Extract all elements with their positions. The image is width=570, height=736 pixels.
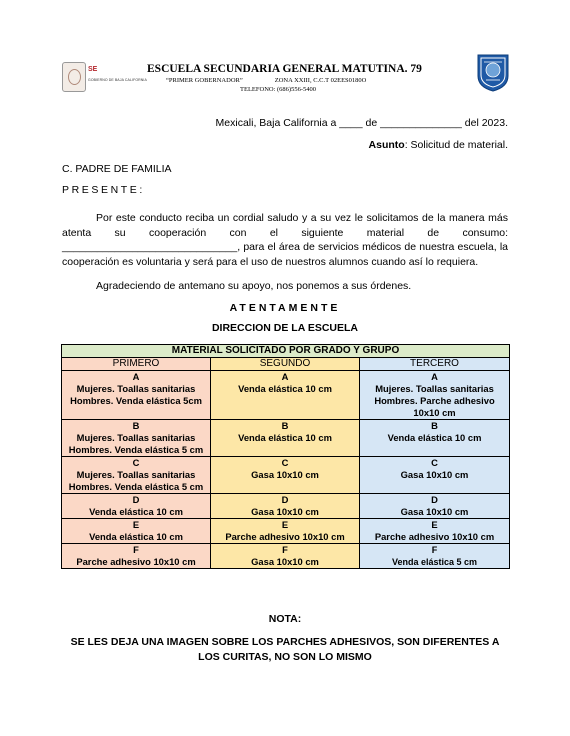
group-label: C <box>132 457 140 468</box>
cell-segundo <box>211 519 360 544</box>
material-line: Parche adhesivo 10x10 cm <box>76 556 196 567</box>
paragraph-request-text: Por este conducto reciba un cordial saludo y a su vez le solicitamos de la manera más atenta su cooperación con el siguiente material de consumo: ______________________________, para el área de servicios médicos de nuestra escuela, la cooperación es voluntaria y será para el uso de nuestros alumnos cuando así lo requiera. <box>62 212 508 268</box>
cell-primero <box>62 519 211 544</box>
note-body: SE LES DEJA UNA IMAGEN SOBRE LOS PARCHES ADHESIVOS, SON DIFERENTES A LOS CURITAS, NO SON LO MISMO <box>70 636 500 663</box>
group-label: F <box>282 544 288 555</box>
cell-primero <box>62 371 211 420</box>
signature: DIRECCION DE LA ESCUELA <box>211 322 359 334</box>
paragraph-thanks-text: Agradeciendo de antemano su apoyo, nos ponemos a sus órdenes. <box>96 280 412 292</box>
material-line: Gasa 10x10 cm <box>251 469 319 480</box>
group-label: E <box>281 519 289 530</box>
cell-tercero <box>360 494 510 519</box>
cell-tercero <box>360 371 510 420</box>
group-label: A <box>431 371 438 382</box>
cell-tercero <box>360 544 510 569</box>
table-row <box>62 494 510 519</box>
material-line: Mujeres. Toallas sanitarias <box>375 383 494 394</box>
group-label: B <box>281 420 289 431</box>
material-line: Gasa 10x10 cm <box>400 506 469 517</box>
group-label: B <box>431 420 438 431</box>
school-subheader <box>166 77 366 84</box>
material-line: Hombres. Venda elástica 5cm <box>70 395 202 406</box>
table-row <box>62 371 510 420</box>
school-zone: ZONA XXIII, C.C.T 02EES0180O <box>274 77 367 84</box>
material-line: Gasa 10x10 cm <box>400 469 469 480</box>
group-label: A <box>132 371 140 382</box>
note-title: NOTA: <box>268 613 302 625</box>
material-line: Gasa 10x10 cm <box>251 506 319 517</box>
table-row <box>62 544 510 569</box>
material-line: Hombres. Venda elástica 5 cm <box>68 444 204 455</box>
cell-tercero <box>360 457 510 494</box>
cell-segundo <box>211 457 360 494</box>
table-header-row <box>62 358 510 371</box>
cell-primero <box>62 494 211 519</box>
header-tercero: TERCERO <box>360 358 510 371</box>
group-label: F <box>431 545 438 555</box>
material-line: Venda elástica 10 cm <box>238 383 332 394</box>
group-label: F <box>133 544 139 555</box>
closing: ATENTAMENTE <box>229 302 341 314</box>
header-segundo: SEGUNDO <box>211 358 360 371</box>
group-label: D <box>431 494 438 505</box>
agency-text: GOBIERNO DE BAJA CALIFORNIA <box>88 78 147 82</box>
group-label: C <box>281 457 289 468</box>
cell-tercero <box>360 519 510 544</box>
group-label: A <box>281 371 289 382</box>
material-line: Parche adhesivo 10x10 cm <box>225 531 345 542</box>
cell-primero <box>62 544 211 569</box>
header-primero: PRIMERO <box>62 358 211 371</box>
material-line: Parche adhesivo 10x10 cm <box>374 531 495 542</box>
school-motto: “PRIMER GOBERNADOR” <box>166 77 243 84</box>
recipient: C. PADRE DE FAMILIA <box>62 163 172 175</box>
state-seal-icon <box>62 62 86 92</box>
cell-segundo <box>211 371 360 420</box>
group-label: E <box>132 519 140 530</box>
date-line: Mexicali, Baja California a ____ de ______________ del 2023. <box>215 117 508 129</box>
school-phone: TELEFONO: (686)556-5400 <box>240 86 317 93</box>
material-line: Hombres. Venda elástica 5 cm <box>68 481 204 492</box>
material-line: Mujeres. Toallas sanitarias <box>76 383 196 394</box>
group-label: D <box>132 494 140 505</box>
presente: PRESENTE: <box>62 184 145 196</box>
subject-text: : Solicitud de material. <box>404 139 508 151</box>
table-row <box>62 457 510 494</box>
paragraph-request <box>62 211 508 269</box>
material-line: Hombres. Parche adhesivo <box>374 395 495 406</box>
cell-primero <box>62 420 211 457</box>
cell-primero <box>62 457 211 494</box>
table-title: MATERIAL SOLICITADO POR GRADO Y GRUPO <box>62 345 510 358</box>
material-line: Mujeres. Toallas sanitarias <box>76 469 196 480</box>
table-row <box>62 420 510 457</box>
group-label: E <box>431 519 438 530</box>
group-label: C <box>431 457 438 468</box>
group-label: B <box>132 420 140 431</box>
material-line: Venda elástica 10 cm <box>238 432 332 443</box>
cell-segundo <box>211 544 360 569</box>
table-title-row <box>62 345 510 358</box>
school-shield-icon <box>477 54 509 92</box>
government-logo <box>62 62 152 92</box>
table-row <box>62 519 510 544</box>
cell-tercero <box>360 420 510 457</box>
materials-table <box>61 344 510 569</box>
subject-line <box>369 139 508 151</box>
material-line: Venda elástica 10 cm <box>89 531 183 542</box>
material-line: Venda elástica 10 cm <box>387 432 482 443</box>
material-line: Venda elástica 5 cm <box>391 557 478 567</box>
subject-label: Asunto <box>368 139 405 151</box>
material-line: 10x10 cm <box>413 407 456 418</box>
agency-mark: SE <box>88 66 98 73</box>
material-line: Gasa 10x10 cm <box>251 556 319 567</box>
material-line: Venda elástica 10 cm <box>89 506 183 517</box>
school-name: ESCUELA SECUNDARIA GENERAL MATUTINA. 79 <box>147 63 422 75</box>
group-label: D <box>281 494 289 505</box>
paragraph-thanks <box>62 279 508 294</box>
material-line: Mujeres. Toallas sanitarias <box>76 432 196 443</box>
cell-segundo <box>211 494 360 519</box>
cell-segundo <box>211 420 360 457</box>
